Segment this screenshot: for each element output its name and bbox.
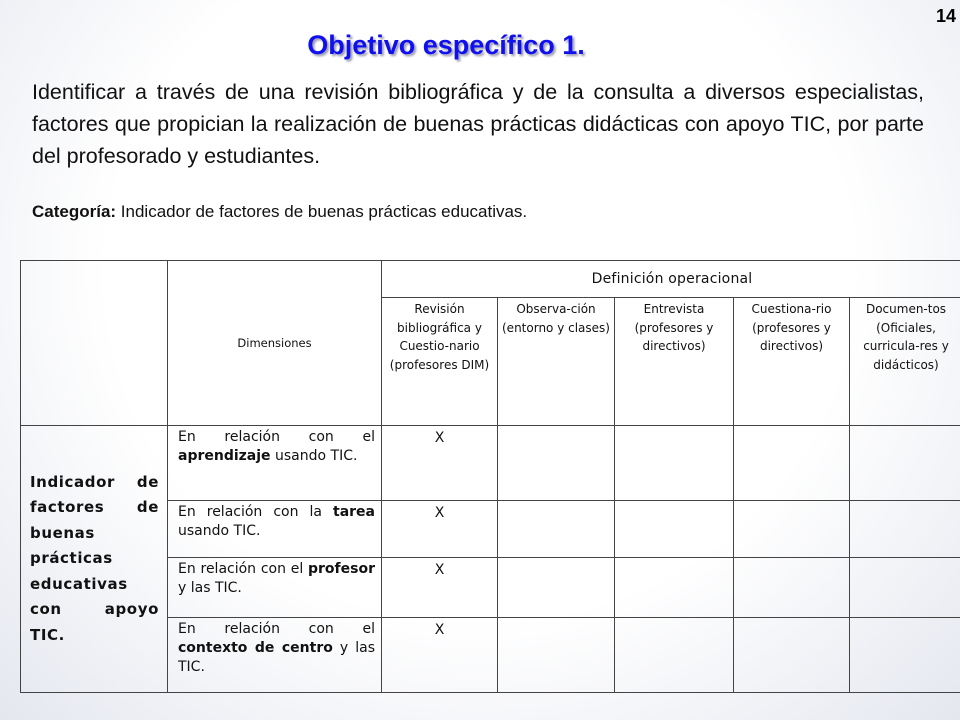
mark-cell: X xyxy=(382,618,498,693)
dimension-cell: En relación con el aprendizaje usando TIC. xyxy=(168,426,382,501)
objective-paragraph: Identificar a través de una revisión bibliográfica y de la consulta a diversos especialistas, factores que propician la realización de buenas prácticas didácticas con apoyo TIC, por parte del profesorado y estudiantes. xyxy=(32,80,924,168)
mark-cell xyxy=(734,426,850,501)
mark-cell xyxy=(498,558,615,618)
page-number: 14 xyxy=(935,6,956,26)
mark-cell xyxy=(850,618,960,693)
indicator-label: Indicador de factores de buenas prácticas educativas con apoyo TIC. xyxy=(21,426,168,693)
corner-cell xyxy=(21,261,168,426)
mark-cell xyxy=(850,426,960,501)
method-header: Documen-tos (Oficiales, curricula-res y didácticos) xyxy=(850,298,960,426)
mark-cell xyxy=(734,558,850,618)
mark-cell xyxy=(850,501,960,558)
operational-definition-table xyxy=(20,260,960,693)
mark-cell xyxy=(615,426,734,501)
dimension-cell: En relación con el profesor y las TIC. xyxy=(168,558,382,618)
mark-cell: X xyxy=(382,501,498,558)
dimension-cell: En relación con la tarea usando TIC. xyxy=(168,501,382,558)
method-header: Observa-ción (entorno y clases) xyxy=(498,298,615,426)
method-header: Revisión bibliográfica y Cuestio-nario (profesores DIM) xyxy=(382,298,498,426)
operational-definition-header: Definición operacional xyxy=(382,261,960,298)
category-label: Categoría: xyxy=(32,202,117,221)
mark-cell xyxy=(615,501,734,558)
page-title: Objetivo específico 1. xyxy=(307,30,585,60)
mark-cell xyxy=(498,501,615,558)
mark-cell: X xyxy=(382,426,498,501)
mark-cell xyxy=(734,501,850,558)
method-header: Entrevista (profesores y directivos) xyxy=(615,298,734,426)
mark-cell xyxy=(615,558,734,618)
table-row xyxy=(21,426,960,501)
mark-cell: X xyxy=(382,558,498,618)
mark-cell xyxy=(615,618,734,693)
category-value: Indicador de factores de buenas prácticas educativas. xyxy=(116,202,528,221)
category-line xyxy=(32,202,527,222)
method-header: Cuestiona-rio (profesores y directivos) xyxy=(734,298,850,426)
dimensions-header: Dimensiones xyxy=(168,261,382,426)
mark-cell xyxy=(498,618,615,693)
dimension-cell: En relación con el contexto de centro y las TIC. xyxy=(168,618,382,693)
mark-cell xyxy=(734,618,850,693)
mark-cell xyxy=(850,558,960,618)
mark-cell xyxy=(498,426,615,501)
